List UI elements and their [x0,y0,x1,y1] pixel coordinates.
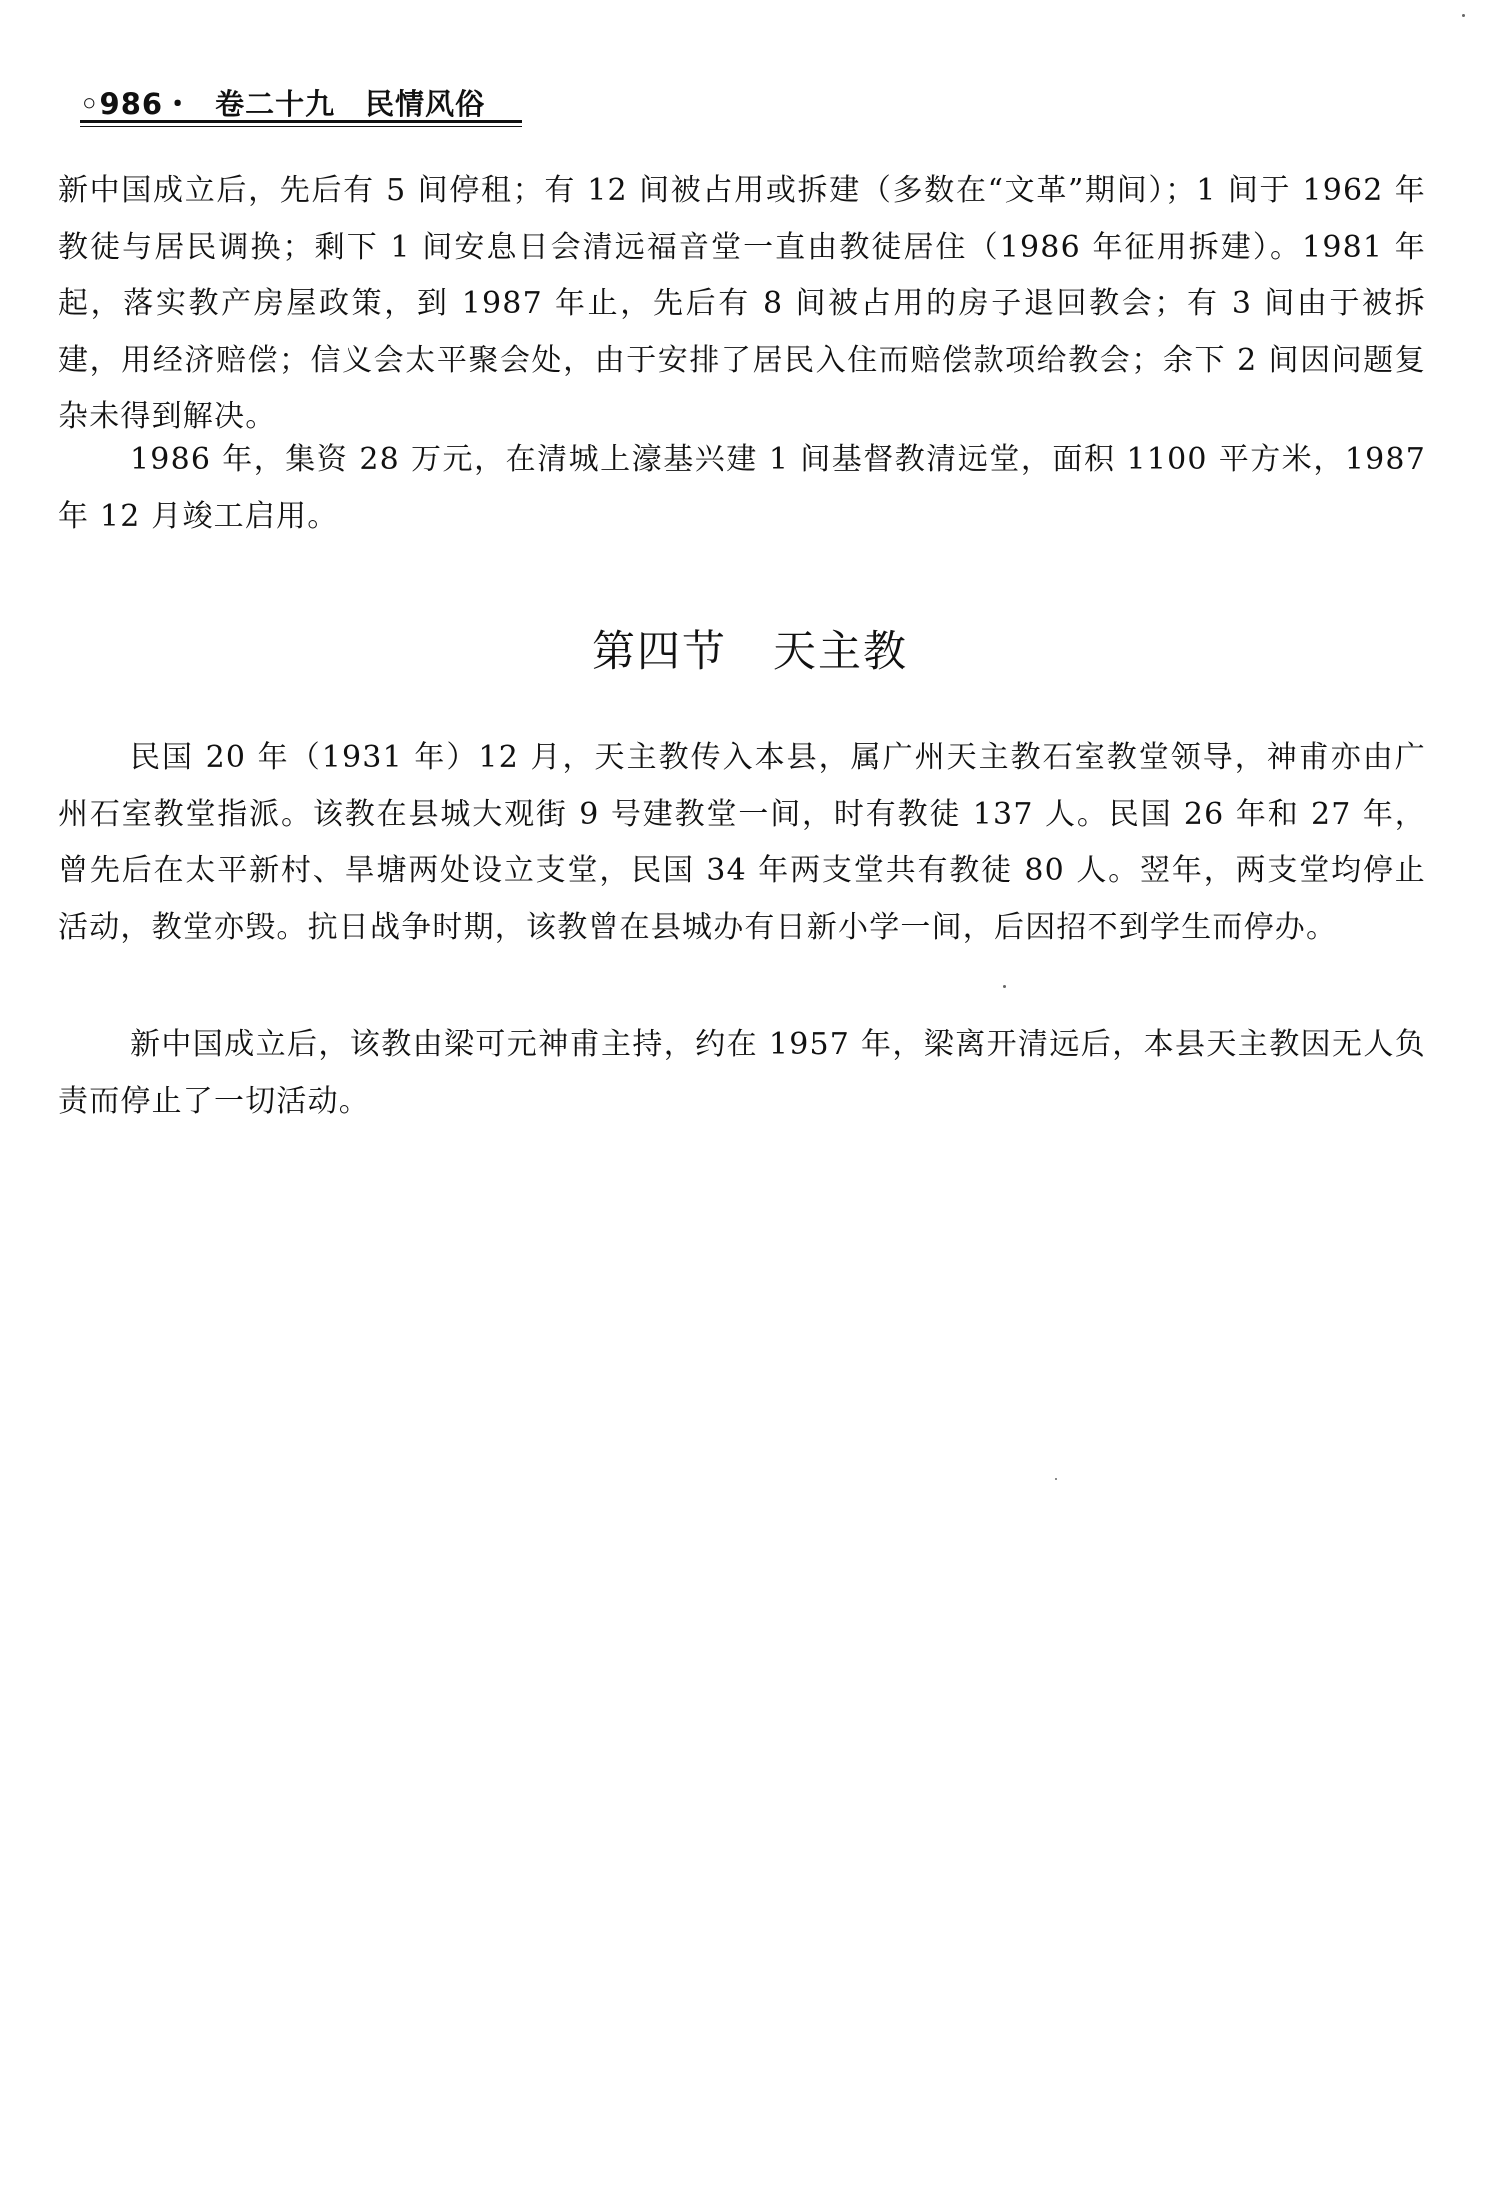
scan-speck [1055,1478,1057,1480]
paragraph-property-return: 新中国成立后，先后有 5 间停租；有 12 间被占用或拆建（多数在“文革”期间）；1 间于 1962 年教徒与居民调换；剩下 1 间安息日会清远福音堂一直由教徒居住（1986 年征用拆建）。1981 年起，落实教产房屋政策，到 1987 年止，先后有 8 间被占用的房子退回教会；有 3 间由于被拆建，用经济赔偿；信义会太平聚会处，由于安排了居民入住而赔偿款项给教会；余下 2 间因问题复杂未得到解决。 [58,173,1426,434]
paragraph-catholic-after-1949: 新中国成立后，该教由梁可元神甫主持，约在 1957 年，梁离开清远后，本县天主教因无人负责而停止了一切活动。 [58,1027,1426,1119]
scan-speck [1003,985,1006,988]
paragraph-catholic-history: 民国 20 年（1931 年）12 月，天主教传入本县，属广州天主教石室教堂领导，神甫亦由广州石室教堂指派。该教在县城大观街 9 号建教堂一间，时有教徒 137 人。民国 26 年和 27 年，曾先后在太平新村、旱塘两处设立支堂，民国 34 年两支堂共有教徒 80 人。翌年，两支堂均停止活动，教堂亦毁。抗日战争时期，该教曾在县城办有日新小学一间，后因招不到学生而停办。 [58,740,1426,945]
header-rule-thin [80,126,522,127]
running-title: 卷二十九 民情风俗 [215,87,486,121]
running-header [80,82,485,123]
paragraph-qingyuan-church: 1986 年，集资 28 万元，在清城上濠基兴建 1 间基督教清远堂，面积 1100 平方米，1987 年 12 月竣工启用。 [58,442,1426,534]
page-number: ◦986・ [80,87,194,121]
section-title: 天主教 [773,627,908,677]
section-number: 第四节 [592,627,727,677]
header-rule-thick [80,120,522,123]
section-heading [0,618,1500,679]
scan-speck [1462,14,1465,17]
